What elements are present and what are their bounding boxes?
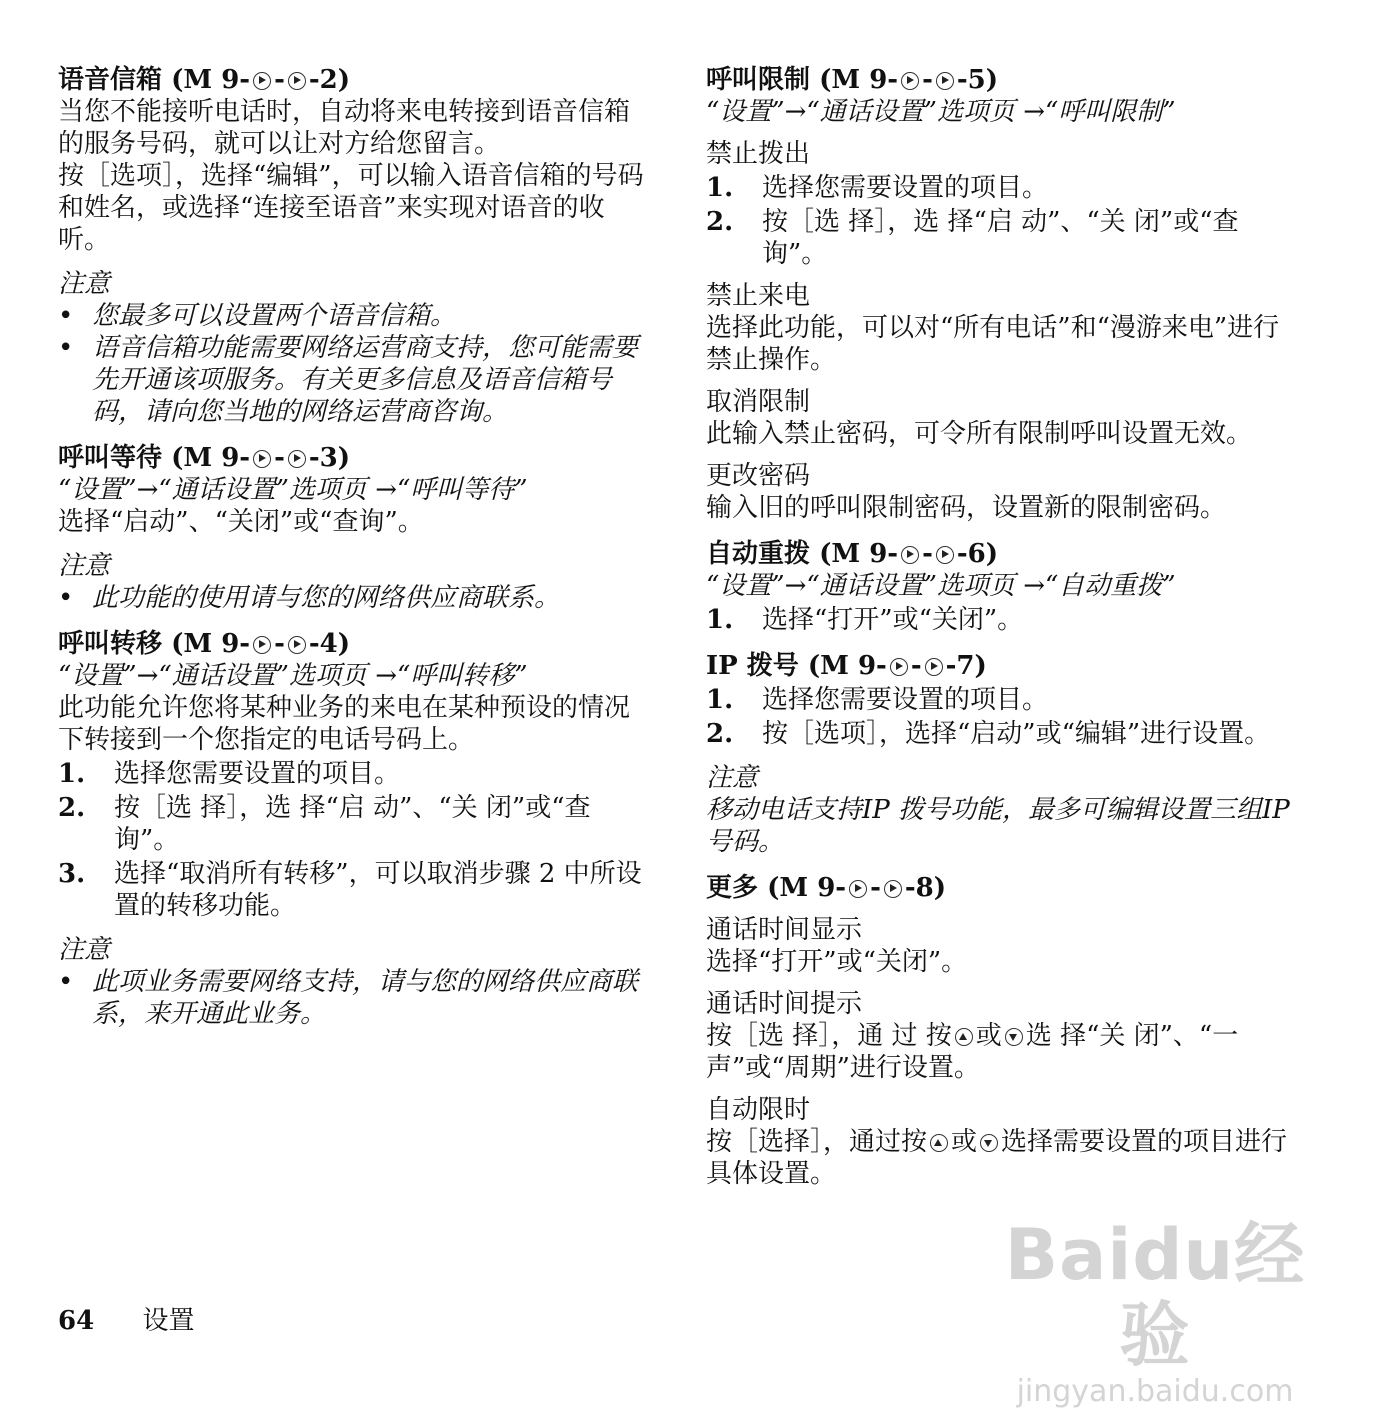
nav-right-icon [884,880,902,898]
call-forward-notes [58,966,648,1030]
auto-redial-heading: 自动重拨 (M 9- - -6) [706,539,999,569]
nav-right-icon [849,880,867,898]
text-fragment: 选 择“关 闭”、“一声”或“周期”进行设置。 [706,1021,1239,1083]
left-column [58,64,648,1030]
voicemail-notes [58,300,648,428]
call-forward-heading: 呼叫转移 (M 9- - -4) [58,629,351,659]
bullet-icon: • [58,301,74,331]
step-number: 2. [706,719,734,749]
page-footer [58,1305,194,1337]
text-fragment: 选择需要设置的项目进行具体设置。 [706,1127,1288,1189]
more-heading: 更多 (M 9- - -8) [706,873,947,903]
call-forward-description: 此功能允许您将某种业务的来电在某种预设的情况下转接到一个您指定的电话号码上。 [58,693,631,755]
nav-right-icon [288,636,306,654]
note-title: 注意 [58,935,111,965]
nav-right-icon [901,72,919,90]
nav-right-icon [925,658,943,676]
step-number: 1. [706,685,734,715]
step-number: 1. [706,605,734,635]
nav-right-icon [890,658,908,676]
auto-redial-path: “设置”→“通话设置”选项页 →“自动重拨” [706,571,1176,601]
call-waiting-notes [58,582,648,614]
change-password-text: 输入旧的呼叫限制密码，设置新的限制密码。 [706,493,1227,523]
nav-right-icon [253,450,271,468]
note-title: 注意 [706,763,759,793]
time-display-text: 选择“打开”或“关闭”。 [706,947,968,977]
change-password-title: 更改密码 [706,461,811,491]
auto-redial-steps [706,604,1296,636]
text-fragment: 或 [951,1127,978,1157]
text-fragment: 按［选择］，通过按 [706,1127,928,1157]
voicemail-title: 语音信箱 [58,65,163,95]
auto-limit-text [706,1126,1296,1190]
bullet-icon: • [58,333,74,363]
baidu-watermark [990,1215,1320,1409]
menu-code-end: -4) [308,629,351,659]
nav-right-icon [253,72,271,90]
text-fragment: 按［选 择］，通 过 按 [706,1021,952,1051]
voicemail-options: 按［选项］，选择“编辑”，可以输入语音信箱的号码和姓名，或选择“连接至语音”来实现对语音的收听。 [58,161,644,255]
bullet-icon: • [58,967,74,997]
voicemail-description: 当您不能接听电话时，自动将来电转接到语音信箱的服务号码，就可以让对方给您留言。 [58,97,631,159]
step-text: 选择您需要设置的项目。 [762,173,1049,203]
nav-right-icon [288,72,306,90]
menu-code-end: -6) [956,539,999,569]
time-reminder-title: 通话时间提示 [706,989,863,1019]
step-text: 选择“取消所有转移”，可以取消步骤 2 中所设置的转移功能。 [114,859,642,921]
voicemail-heading: 语音信箱 (M 9- - -2) [58,65,351,95]
ip-dial-title: IP 拨号 [706,651,799,681]
step-text: 按［选 择］，选 择“启 动”、“关 闭”或“查询”。 [762,207,1239,269]
step-text: 选择“打开”或“关闭”。 [762,605,1024,635]
footer-section: 设置 [142,1306,195,1336]
menu-code: (M 9- [171,443,251,473]
incoming-barring-title: 禁止来电 [706,281,811,311]
call-waiting-title: 呼叫等待 [58,443,163,473]
menu-code-end: -7) [945,651,987,681]
note-text: 语音信箱功能需要网络运营商支持，您可能需要先开通该项服务。有关更多信息及语音信箱号码，请向您当地的网络运营商咨询。 [92,333,639,427]
call-waiting-heading: 呼叫等待 (M 9- - -3) [58,443,351,473]
step-item [58,858,648,922]
step-item [706,206,1296,270]
cancel-barring-title: 取消限制 [706,387,811,417]
menu-code: (M 9- [767,873,847,903]
cancel-barring-text: 此输入禁止密码，可令所有限制呼叫设置无效。 [706,419,1253,449]
ip-dial-heading: IP 拨号 (M 9- - -7) [706,651,987,681]
step-number: 1. [706,173,734,203]
page-number: 64 [58,1306,95,1336]
nav-down-icon [980,1134,998,1152]
step-number: 3. [58,859,86,889]
bullet-icon: • [58,583,74,613]
note-title: 注意 [58,269,111,299]
outgoing-barring-steps [706,172,1296,270]
nav-right-icon [936,72,954,90]
step-number: 2. [706,207,734,237]
call-barring-heading: 呼叫限制 (M 9- - -5) [706,65,999,95]
step-number: 1. [58,759,86,789]
note-text: 此功能的使用请与您的网络供应商联系。 [92,583,561,613]
more-title: 更多 [706,873,759,903]
menu-code-end: -3) [308,443,351,473]
nav-up-icon [930,1134,948,1152]
menu-code: (M 9- [807,651,887,681]
step-number: 2. [58,793,86,823]
call-forward-title: 呼叫转移 [58,629,163,659]
step-item [706,684,1296,716]
step-text: 选择您需要设置的项目。 [114,759,401,789]
time-reminder-text [706,1020,1296,1084]
watermark-logo: Baidu经验 [1004,1214,1306,1376]
auto-limit-title: 自动限时 [706,1095,811,1125]
call-barring-path: “设置”→“通话设置”选项页 →“呼叫限制” [706,97,1176,127]
menu-code-end: -8) [904,873,947,903]
step-item [58,792,648,856]
call-waiting-description: 选择“启动”、“关闭”或“查询”。 [58,507,424,537]
time-display-title: 通话时间显示 [706,915,863,945]
call-forward-path: “设置”→“通话设置”选项页 →“呼叫转移” [58,661,528,691]
nav-up-icon [955,1028,973,1046]
menu-code: (M 9- [819,65,899,95]
step-item [706,718,1296,750]
nav-right-icon [901,546,919,564]
note-item [58,582,648,614]
right-column [706,64,1296,1190]
text-fragment: 或 [975,1021,1002,1051]
menu-code: (M 9- [171,65,251,95]
menu-code: (M 9- [171,629,251,659]
ip-dial-note: 移动电话支持IP 拨号功能，最多可编辑设置三组IP 号码。 [706,795,1290,857]
note-title: 注意 [58,551,111,581]
menu-code: (M 9- [819,539,899,569]
watermark-url: jingyan.baidu.com [1016,1374,1294,1409]
call-barring-title: 呼叫限制 [706,65,811,95]
nav-right-icon [288,450,306,468]
step-item [706,172,1296,204]
ip-dial-steps [706,684,1296,750]
call-waiting-path: “设置”→“通话设置”选项页 →“呼叫等待” [58,475,528,505]
nav-down-icon [1005,1028,1023,1046]
note-item [58,966,648,1030]
menu-code-end: -5) [956,65,999,95]
step-text: 选择您需要设置的项目。 [762,685,1049,715]
outgoing-barring-title: 禁止拨出 [706,139,811,169]
auto-redial-title: 自动重拨 [706,539,811,569]
note-text: 您最多可以设置两个语音信箱。 [92,301,457,331]
step-item [706,604,1296,636]
note-text: 此项业务需要网络支持，请与您的网络供应商联系，来开通此业务。 [92,967,639,1029]
incoming-barring-text: 选择此功能，可以对“所有电话”和“漫游来电”进行禁止操作。 [706,313,1280,375]
step-item [58,758,648,790]
step-text: 按［选项］，选择“启动”或“编辑”进行设置。 [762,719,1271,749]
note-item [58,300,648,332]
call-forward-steps [58,758,648,922]
step-text: 按［选 择］，选 择“启 动”、“关 闭”或“查询”。 [114,793,591,855]
nav-right-icon [253,636,271,654]
note-item [58,332,648,428]
menu-code-end: -2) [308,65,351,95]
nav-right-icon [936,546,954,564]
